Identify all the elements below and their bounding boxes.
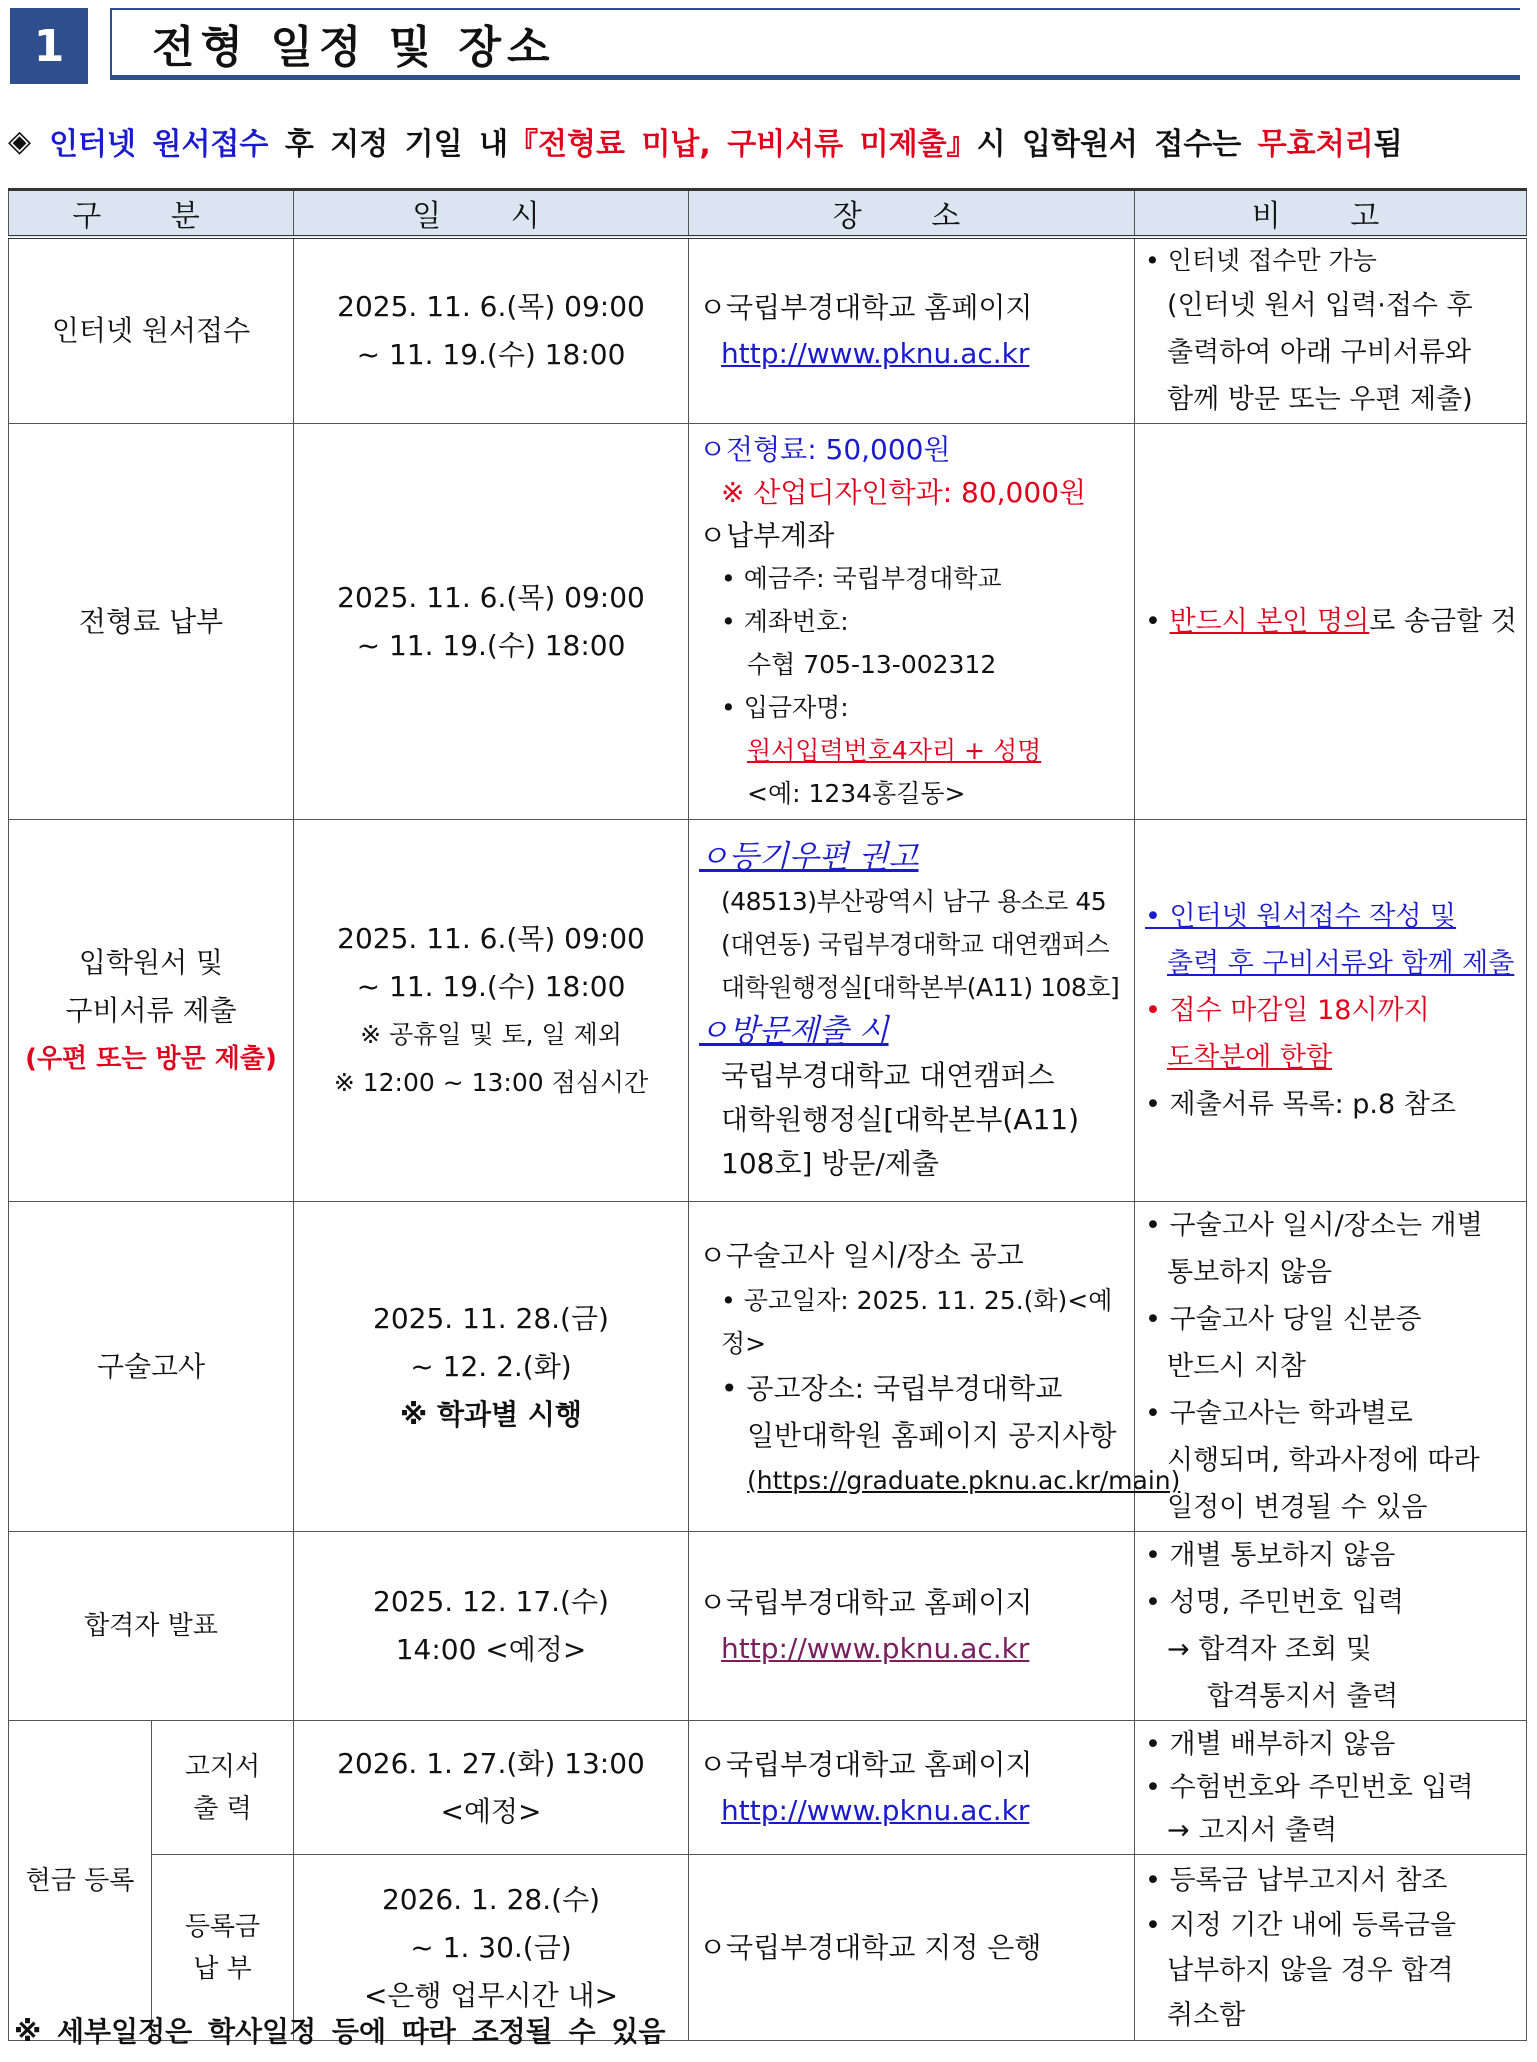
row-date: [294, 237, 689, 424]
footer-note: ※ 세부일정은 학사일정 등에 따라 조정될 수 있음: [14, 2015, 666, 2048]
mail-address-line: 대학원행정실[대학본부(A11) 108호]: [721, 973, 1120, 1002]
note-line: 납부하지 않을 경우 합격: [1167, 1954, 1454, 1986]
header-datetime: 일 시: [294, 190, 689, 238]
date-line: <은행 업무시간 내>: [363, 1978, 619, 2012]
table-row: [9, 237, 1527, 424]
place-line: ㅇ국립부경대학교 홈페이지: [699, 291, 1033, 324]
date-line: 2025. 11. 28.(금): [373, 1301, 609, 1335]
account-heading: ㅇ납부계좌: [699, 519, 835, 552]
note-text: 로 송금할 것: [1369, 606, 1517, 637]
row-note: [1135, 1532, 1527, 1721]
notice-line: [8, 116, 1533, 166]
note-line: • 지정 기간 내에 등록금을: [1145, 1909, 1457, 1941]
notice-online-application: 인터넷 원서접수: [49, 127, 269, 162]
notice-text-2: 시 입학원서 접수는: [976, 127, 1258, 162]
table-row: [9, 1721, 1527, 1855]
date-line: 2026. 1. 28.(수): [381, 1882, 601, 1916]
row-date: [294, 1532, 689, 1721]
date-note: ※ 12:00 ~ 13:00 점심시간: [333, 1067, 649, 1097]
account-holder: • 예금주: 국립부경대학교: [721, 564, 1002, 593]
row-date: [294, 424, 689, 820]
note-line: 반드시 지참: [1167, 1351, 1306, 1382]
row-category: 현금 등록: [9, 1721, 152, 2041]
row-date: [294, 820, 689, 1202]
note-line: • 등록금 납부고지서 참조: [1145, 1864, 1448, 1896]
date-line: ~ 1. 30.(금): [410, 1930, 572, 1964]
subcategory-line: 출 력: [193, 1793, 252, 1824]
note-line: • 구술고사 일시/장소는 개별: [1145, 1210, 1483, 1241]
row-date: [294, 1202, 689, 1532]
row-place: [689, 424, 1135, 820]
note-line: • 인터넷 원서접수 작성 및: [1145, 901, 1457, 932]
visit-heading: ㅇ방문제출 시: [699, 1013, 889, 1049]
section-title: 전형 일정 및 장소: [110, 8, 1520, 80]
note-line: 일정이 변경될 수 있음: [1167, 1492, 1428, 1523]
depositor-example: <예: 1234홍길동>: [747, 779, 966, 808]
note-line: • 구술고사는 학과별로: [1145, 1398, 1413, 1429]
place-line: ㅇ국립부경대학교 홈페이지: [699, 1586, 1033, 1619]
date-line: ~ 11. 19.(수) 18:00: [356, 628, 626, 662]
note-line: • 구술고사 당일 신분증: [1145, 1304, 1422, 1335]
row-category: [9, 820, 294, 1202]
note-line: 시행되며, 학과사정에 따라: [1167, 1445, 1480, 1476]
homepage-link[interactable]: http://www.pknu.ac.kr: [721, 337, 1030, 370]
graduate-link[interactable]: (https://graduate.pknu.ac.kr/main): [747, 1465, 1181, 1495]
row-note: [1135, 820, 1527, 1202]
row-note: [1135, 424, 1527, 820]
date-note: ※ 공휴일 및 토, 일 제외: [360, 1019, 622, 1049]
date-line: ~ 11. 19.(수) 18:00: [356, 969, 626, 1003]
row-place: [689, 237, 1135, 424]
fee-exception-line: ※ 산업디자인학과: 80,000원: [721, 476, 1087, 509]
row-place: [689, 1721, 1135, 1855]
header-category: 구 분: [9, 190, 294, 238]
notice-text-1: 후 지정 기일 내: [268, 127, 509, 162]
homepage-link[interactable]: http://www.pknu.ac.kr: [721, 1793, 1030, 1827]
depositor-format: 원서입력번호4자리 + 성명: [747, 736, 1042, 765]
place-line: • 공고장소: 국립부경대학교: [721, 1371, 1063, 1405]
table-header-row: [9, 190, 1527, 238]
note-line: 함께 방문 또는 우편 제출): [1167, 384, 1473, 415]
subcategory-line: 납 부: [193, 1953, 252, 1984]
note-line: 통보하지 않음: [1167, 1257, 1333, 1288]
note-line: 합격통지서 출력: [1207, 1681, 1399, 1712]
note-line: 출력 후 구비서류와 함께 제출: [1167, 948, 1515, 979]
note-line: • 수험번호와 주민번호 입력: [1145, 1772, 1474, 1803]
table-row: [9, 820, 1527, 1202]
row-note: [1135, 1855, 1527, 2041]
note-line: • 성명, 주민번호 입력: [1145, 1587, 1404, 1618]
row-date: [294, 1721, 689, 1855]
date-line: 14:00 <예정>: [395, 1633, 587, 1666]
subcategory-line: 등록금: [184, 1911, 261, 1942]
note-line: (인터넷 원서 입력·접수 후: [1167, 290, 1473, 321]
row-subcategory: [152, 1721, 294, 1855]
header-place: 장 소: [689, 190, 1135, 238]
place-line: ㅇ국립부경대학교 지정 은행: [699, 1930, 1042, 1964]
date-line: ~ 12. 2.(화): [410, 1349, 572, 1383]
date-line: 2025. 11. 6.(목) 09:00: [337, 580, 645, 614]
registered-mail-heading: ㅇ등기우편 권고: [699, 839, 919, 875]
place-heading: ㅇ구술고사 일시/장소 공고: [699, 1238, 1024, 1272]
date-line: 2025. 11. 6.(목) 09:00: [337, 290, 645, 323]
table-row: [9, 1532, 1527, 1721]
account-number-label: • 계좌번호:: [721, 607, 849, 636]
depositor-label: • 입금자명:: [721, 693, 849, 722]
row-note: [1135, 237, 1527, 424]
place-line: 일반대학원 홈페이지 공지사항: [747, 1418, 1117, 1452]
note-line: • 인터넷 접수만 가능: [1145, 246, 1377, 275]
bullet: •: [1145, 606, 1170, 637]
row-place: [689, 820, 1135, 1202]
note-line: → 합격자 조회 및: [1167, 1634, 1372, 1665]
note-line: • 개별 통보하지 않음: [1145, 1540, 1396, 1571]
row-place: [689, 1855, 1135, 2041]
own-name-warning: 반드시 본인 명의: [1169, 606, 1370, 637]
subcategory-line: 고지서: [184, 1751, 261, 1782]
schedule-table: [8, 188, 1527, 2041]
section-header: [10, 8, 1520, 88]
date-line: 2025. 12. 17.(수): [373, 1585, 609, 1618]
visit-address-line: 대학원행정실[대학본부(A11): [721, 1103, 1080, 1136]
table-row: [9, 1202, 1527, 1532]
note-line: • 개별 배부하지 않음: [1145, 1729, 1396, 1760]
row-category: 전형료 납부: [9, 424, 294, 820]
date-line: 2026. 1. 27.(화) 13:00: [337, 1746, 645, 1780]
homepage-link[interactable]: http://www.pknu.ac.kr: [721, 1632, 1030, 1665]
row-note: [1135, 1202, 1527, 1532]
mail-address-line: (48513)부산광역시 남구 용소로 45: [721, 887, 1107, 916]
place-line: • 공고일자: 2025. 11. 25.(화)<예정>: [721, 1285, 1113, 1358]
table-row: [9, 424, 1527, 820]
date-line: <예정>: [440, 1794, 542, 1828]
visit-address-line: 108호] 방문/제출: [721, 1147, 939, 1180]
place-line: ㅇ국립부경대학교 홈페이지: [699, 1747, 1033, 1781]
category-note: (우편 또는 방문 제출): [25, 1043, 277, 1074]
date-line: 2025. 11. 6.(목) 09:00: [337, 921, 645, 955]
visit-address-line: 국립부경대학교 대연캠퍼스: [721, 1059, 1055, 1092]
row-category: 구술고사: [9, 1202, 294, 1532]
note-line: 출력하여 아래 구비서류와: [1167, 337, 1472, 368]
fee-line: ㅇ전형료: 50,000원: [699, 433, 951, 466]
account-number: 수협 705-13-002312: [747, 650, 997, 679]
row-place: [689, 1532, 1135, 1721]
note-line: 취소함: [1167, 1999, 1246, 2031]
header-note: 비 고: [1135, 190, 1527, 238]
row-place: [689, 1202, 1181, 1532]
notice-warning: 『전형료 미납, 구비서류 미제출』: [508, 127, 977, 162]
row-category: 인터넷 원서접수: [9, 237, 294, 424]
date-note: ※ 학과별 시행: [400, 1397, 582, 1431]
category-line: 구비서류 제출: [65, 993, 237, 1027]
section-number: 1: [10, 8, 88, 84]
row-category: 합격자 발표: [9, 1532, 294, 1721]
category-line: 입학원서 및: [78, 945, 224, 979]
note-line: → 고지서 출력: [1167, 1815, 1338, 1846]
deadline-note: 도착분에 한함: [1167, 1042, 1333, 1073]
row-note: [1135, 1721, 1527, 1855]
notice-text-3: 됨: [1373, 127, 1403, 162]
date-line: ~ 11. 19.(수) 18:00: [356, 338, 626, 371]
notice-invalid: 무효처리: [1257, 127, 1374, 162]
diamond-icon: ◈: [8, 123, 32, 159]
deadline-note: • 접수 마감일 18시까지: [1145, 995, 1430, 1026]
note-line: • 제출서류 목록: p.8 참조: [1145, 1089, 1456, 1120]
mail-address-line: (대연동) 국립부경대학교 대연캠퍼스: [721, 930, 1110, 959]
